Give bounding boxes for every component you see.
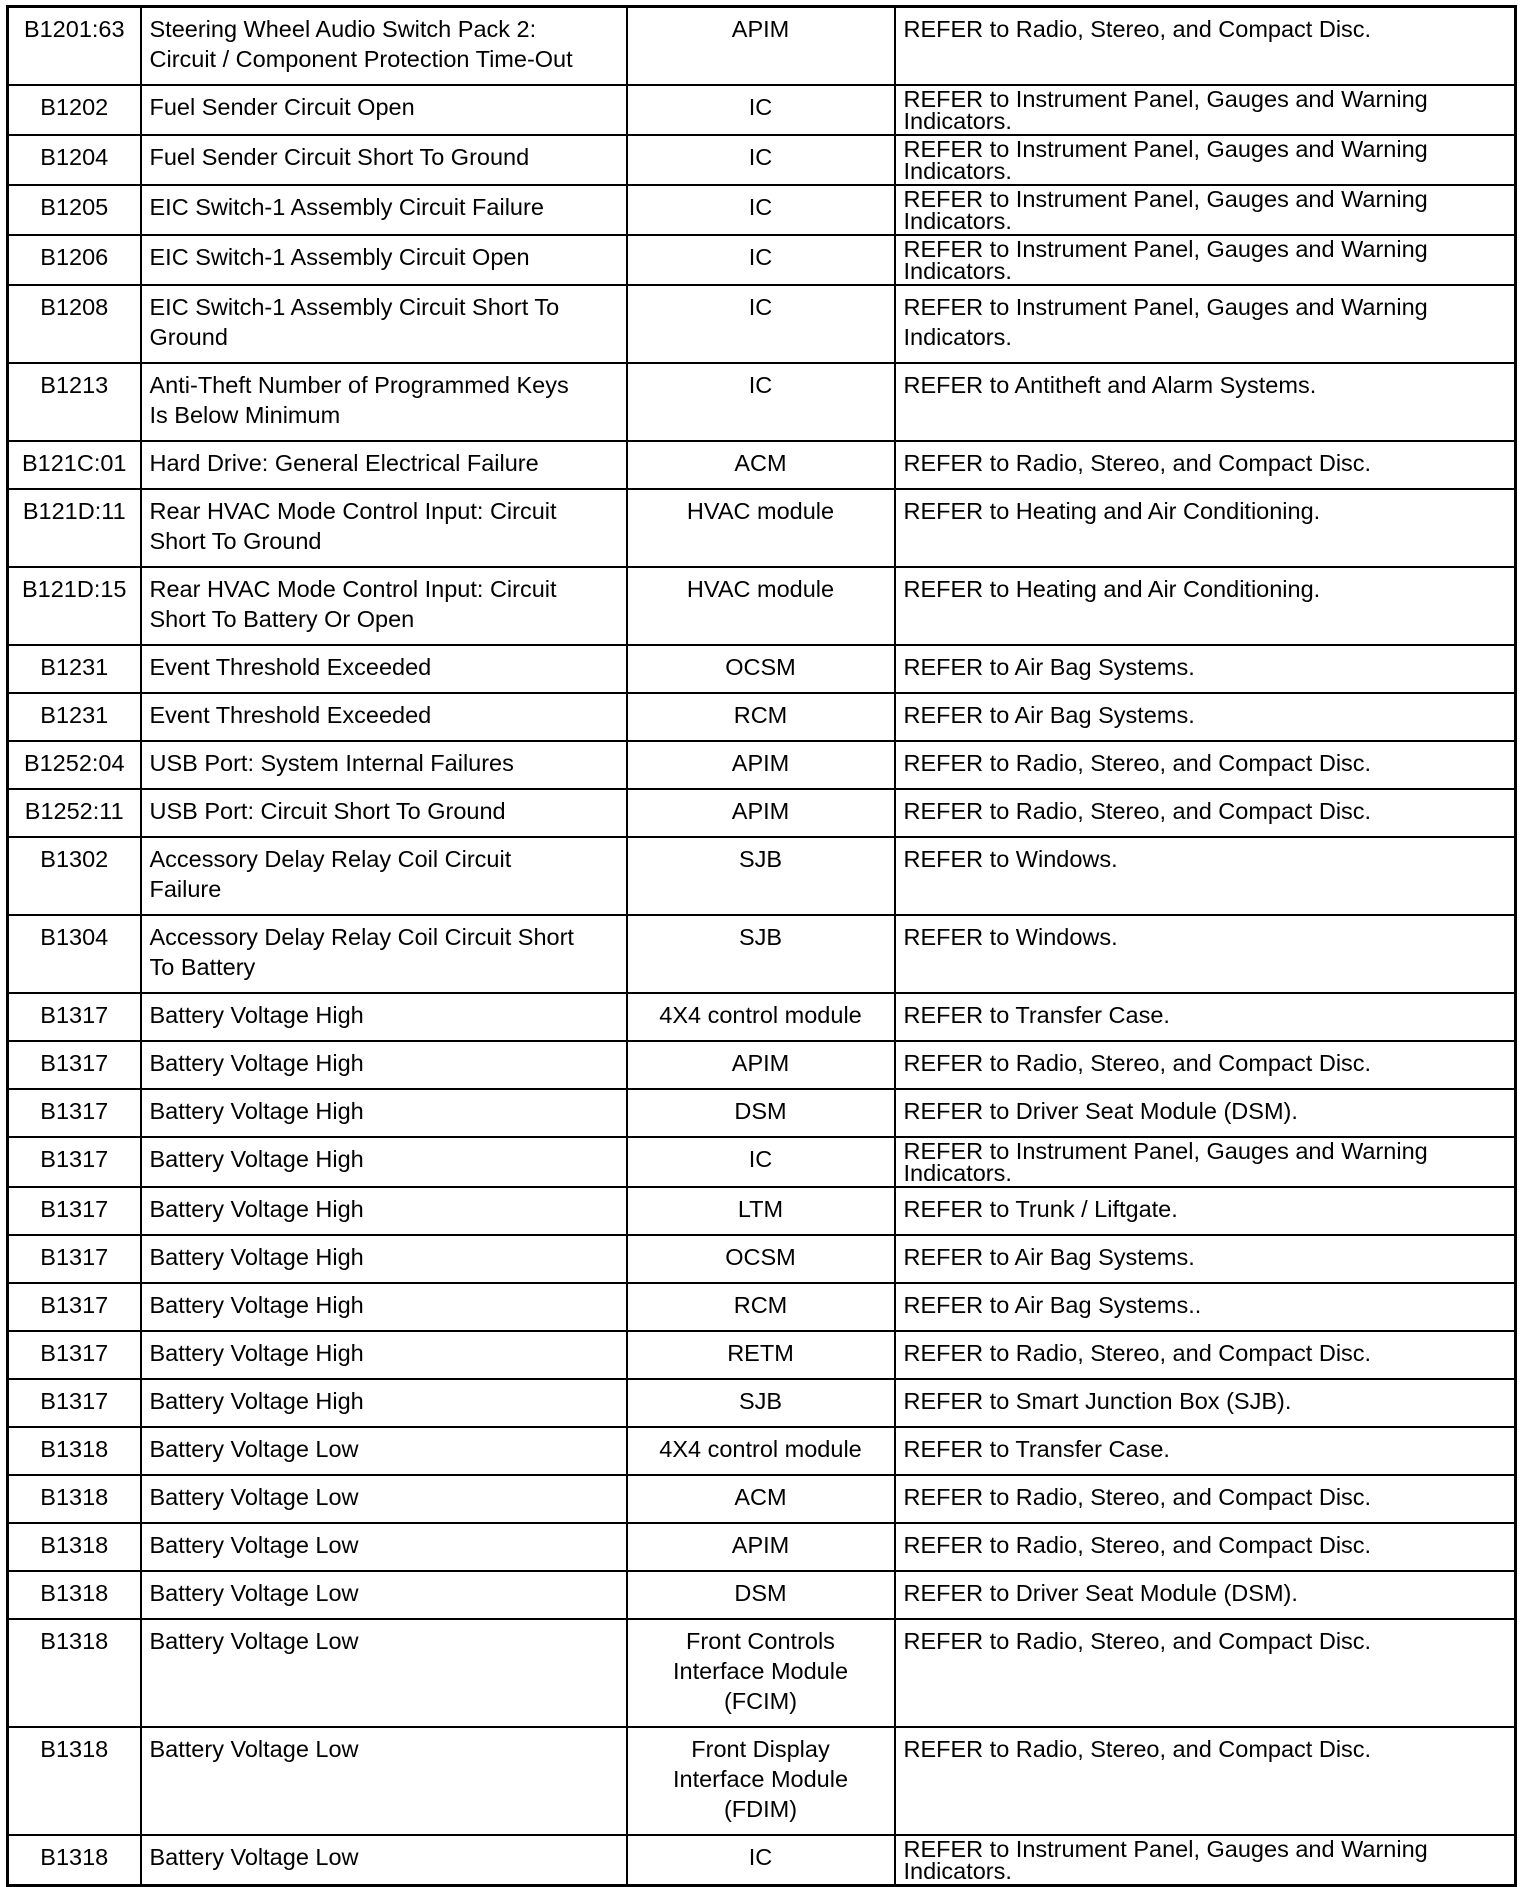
action-cell: REFER to Windows. (895, 837, 1516, 915)
description-cell: Battery Voltage Low (141, 1571, 627, 1619)
table-row (8, 1235, 1516, 1283)
action-cell: REFER to Windows. (895, 915, 1516, 993)
action-cell: REFER to Radio, Stereo, and Compact Disc. (895, 1727, 1516, 1835)
module-cell: OCSM (627, 1235, 895, 1283)
table-row (8, 1089, 1516, 1137)
action-cell: REFER to Instrument Panel, Gauges and Warning Indicators. (895, 235, 1516, 285)
dtc-code-cell: B1318 (8, 1619, 141, 1727)
description-cell: Battery Voltage High (141, 1089, 627, 1137)
module-cell: LTM (627, 1187, 895, 1235)
module-cell: ACM (627, 441, 895, 489)
action-cell: REFER to Radio, Stereo, and Compact Disc. (895, 1475, 1516, 1523)
dtc-code-cell: B1318 (8, 1475, 141, 1523)
table-row (8, 489, 1516, 567)
module-cell: IC (627, 85, 895, 135)
table-row (8, 993, 1516, 1041)
module-cell: Front Display Interface Module (FDIM) (627, 1727, 895, 1835)
description-cell: Battery Voltage Low (141, 1727, 627, 1835)
dtc-code-cell: B1318 (8, 1427, 141, 1475)
action-cell: REFER to Radio, Stereo, and Compact Disc. (895, 1619, 1516, 1727)
dtc-code-cell: B1317 (8, 1331, 141, 1379)
description-cell: Battery Voltage Low (141, 1427, 627, 1475)
table-row (8, 567, 1516, 645)
dtc-code-cell: B1318 (8, 1727, 141, 1835)
table-row (8, 915, 1516, 993)
dtc-code-cell: B1206 (8, 235, 141, 285)
action-cell: REFER to Radio, Stereo, and Compact Disc. (895, 1523, 1516, 1571)
action-cell: REFER to Driver Seat Module (DSM). (895, 1571, 1516, 1619)
table-row (8, 741, 1516, 789)
action-cell: REFER to Antitheft and Alarm Systems. (895, 363, 1516, 441)
module-cell: HVAC module (627, 489, 895, 567)
table-row (8, 789, 1516, 837)
dtc-code-cell: B1317 (8, 1235, 141, 1283)
dtc-code-cell: B1231 (8, 645, 141, 693)
module-cell: IC (627, 235, 895, 285)
table-row (8, 1523, 1516, 1571)
dtc-code-cell: B121D:11 (8, 489, 141, 567)
table-row (8, 135, 1516, 185)
module-cell: OCSM (627, 645, 895, 693)
module-cell: DSM (627, 1571, 895, 1619)
module-cell: 4X4 control module (627, 993, 895, 1041)
module-cell: APIM (627, 789, 895, 837)
module-cell: IC (627, 285, 895, 363)
action-cell: REFER to Instrument Panel, Gauges and Warning Indicators. (895, 135, 1516, 185)
table-row (8, 7, 1516, 86)
table-row (8, 1835, 1516, 1886)
table-row (8, 235, 1516, 285)
table-row (8, 1283, 1516, 1331)
dtc-code-cell: B1302 (8, 837, 141, 915)
dtc-code-cell: B1318 (8, 1571, 141, 1619)
description-cell: Battery Voltage High (141, 1041, 627, 1089)
action-cell: REFER to Air Bag Systems. (895, 1235, 1516, 1283)
dtc-code-cell: B121D:15 (8, 567, 141, 645)
dtc-code-cell: B1317 (8, 993, 141, 1041)
action-cell: REFER to Heating and Air Conditioning. (895, 567, 1516, 645)
description-cell: Battery Voltage Low (141, 1523, 627, 1571)
module-cell: IC (627, 1835, 895, 1886)
description-cell: Anti-Theft Number of Programmed Keys Is Below Minimum (141, 363, 627, 441)
description-cell: Event Threshold Exceeded (141, 693, 627, 741)
dtc-code-cell: B1231 (8, 693, 141, 741)
action-cell: REFER to Transfer Case. (895, 993, 1516, 1041)
description-cell: Battery Voltage High (141, 1331, 627, 1379)
module-cell: IC (627, 363, 895, 441)
table-row (8, 1041, 1516, 1089)
table-row (8, 1427, 1516, 1475)
module-cell: APIM (627, 1523, 895, 1571)
action-cell: REFER to Radio, Stereo, and Compact Disc. (895, 441, 1516, 489)
module-cell: HVAC module (627, 567, 895, 645)
dtc-table-body (8, 7, 1516, 1886)
action-cell: REFER to Instrument Panel, Gauges and Warning Indicators. (895, 285, 1516, 363)
description-cell: Rear HVAC Mode Control Input: Circuit Short To Battery Or Open (141, 567, 627, 645)
table-row (8, 285, 1516, 363)
description-cell: Battery Voltage Low (141, 1835, 627, 1886)
action-cell: REFER to Air Bag Systems. (895, 645, 1516, 693)
module-cell: APIM (627, 741, 895, 789)
dtc-code-cell: B1318 (8, 1835, 141, 1886)
description-cell: EIC Switch-1 Assembly Circuit Short To Ground (141, 285, 627, 363)
description-cell: Event Threshold Exceeded (141, 645, 627, 693)
dtc-table (6, 5, 1517, 1887)
description-cell: Battery Voltage High (141, 1379, 627, 1427)
description-cell: EIC Switch-1 Assembly Circuit Open (141, 235, 627, 285)
description-cell: Battery Voltage High (141, 1137, 627, 1187)
action-cell: REFER to Instrument Panel, Gauges and Warning Indicators. (895, 85, 1516, 135)
table-row (8, 185, 1516, 235)
table-row (8, 1619, 1516, 1727)
module-cell: APIM (627, 1041, 895, 1089)
action-cell: REFER to Smart Junction Box (SJB). (895, 1379, 1516, 1427)
table-row (8, 1379, 1516, 1427)
action-cell: REFER to Driver Seat Module (DSM). (895, 1089, 1516, 1137)
dtc-code-cell: B1202 (8, 85, 141, 135)
module-cell: SJB (627, 1379, 895, 1427)
dtc-code-cell: B1317 (8, 1041, 141, 1089)
table-row (8, 1571, 1516, 1619)
action-cell: REFER to Radio, Stereo, and Compact Disc. (895, 789, 1516, 837)
table-row (8, 1137, 1516, 1187)
module-cell: IC (627, 185, 895, 235)
dtc-code-cell: B1252:04 (8, 741, 141, 789)
table-row (8, 441, 1516, 489)
table-row (8, 1331, 1516, 1379)
module-cell: RCM (627, 1283, 895, 1331)
description-cell: USB Port: System Internal Failures (141, 741, 627, 789)
dtc-code-cell: B1317 (8, 1379, 141, 1427)
table-row (8, 645, 1516, 693)
action-cell: REFER to Radio, Stereo, and Compact Disc. (895, 7, 1516, 86)
action-cell: REFER to Instrument Panel, Gauges and Warning Indicators. (895, 1835, 1516, 1886)
table-row (8, 85, 1516, 135)
action-cell: REFER to Transfer Case. (895, 1427, 1516, 1475)
table-row (8, 693, 1516, 741)
dtc-code-cell: B1205 (8, 185, 141, 235)
description-cell: Battery Voltage High (141, 993, 627, 1041)
description-cell: Battery Voltage Low (141, 1619, 627, 1727)
action-cell: REFER to Radio, Stereo, and Compact Disc. (895, 1331, 1516, 1379)
module-cell: Front Controls Interface Module (FCIM) (627, 1619, 895, 1727)
description-cell: Battery Voltage High (141, 1235, 627, 1283)
description-cell: Steering Wheel Audio Switch Pack 2: Circuit / Component Protection Time-Out (141, 7, 627, 86)
description-cell: Battery Voltage Low (141, 1475, 627, 1523)
action-cell: REFER to Heating and Air Conditioning. (895, 489, 1516, 567)
description-cell: EIC Switch-1 Assembly Circuit Failure (141, 185, 627, 235)
table-row (8, 1187, 1516, 1235)
action-cell: REFER to Trunk / Liftgate. (895, 1187, 1516, 1235)
dtc-code-cell: B1204 (8, 135, 141, 185)
module-cell: ACM (627, 1475, 895, 1523)
description-cell: Hard Drive: General Electrical Failure (141, 441, 627, 489)
module-cell: 4X4 control module (627, 1427, 895, 1475)
dtc-code-cell: B1208 (8, 285, 141, 363)
module-cell: RCM (627, 693, 895, 741)
dtc-code-cell: B1252:11 (8, 789, 141, 837)
dtc-code-cell: B1317 (8, 1089, 141, 1137)
description-cell: USB Port: Circuit Short To Ground (141, 789, 627, 837)
dtc-code-cell: B121C:01 (8, 441, 141, 489)
action-cell: REFER to Instrument Panel, Gauges and Warning Indicators. (895, 1137, 1516, 1187)
module-cell: SJB (627, 915, 895, 993)
description-cell: Battery Voltage High (141, 1283, 627, 1331)
dtc-code-cell: B1317 (8, 1187, 141, 1235)
description-cell: Rear HVAC Mode Control Input: Circuit Short To Ground (141, 489, 627, 567)
module-cell: DSM (627, 1089, 895, 1137)
description-cell: Fuel Sender Circuit Open (141, 85, 627, 135)
action-cell: REFER to Radio, Stereo, and Compact Disc. (895, 1041, 1516, 1089)
dtc-code-cell: B1317 (8, 1137, 141, 1187)
table-row (8, 363, 1516, 441)
module-cell: APIM (627, 7, 895, 86)
table-row (8, 1475, 1516, 1523)
module-cell: IC (627, 1137, 895, 1187)
module-cell: SJB (627, 837, 895, 915)
description-cell: Accessory Delay Relay Coil Circuit Short To Battery (141, 915, 627, 993)
module-cell: RETM (627, 1331, 895, 1379)
description-cell: Fuel Sender Circuit Short To Ground (141, 135, 627, 185)
table-row (8, 1727, 1516, 1835)
description-cell: Battery Voltage High (141, 1187, 627, 1235)
action-cell: REFER to Air Bag Systems. (895, 693, 1516, 741)
action-cell: REFER to Air Bag Systems.. (895, 1283, 1516, 1331)
action-cell: REFER to Radio, Stereo, and Compact Disc. (895, 741, 1516, 789)
action-cell: REFER to Instrument Panel, Gauges and Warning Indicators. (895, 185, 1516, 235)
dtc-code-cell: B1304 (8, 915, 141, 993)
dtc-code-cell: B1213 (8, 363, 141, 441)
dtc-code-cell: B1317 (8, 1283, 141, 1331)
dtc-code-cell: B1318 (8, 1523, 141, 1571)
description-cell: Accessory Delay Relay Coil Circuit Failure (141, 837, 627, 915)
module-cell: IC (627, 135, 895, 185)
dtc-code-cell: B1201:63 (8, 7, 141, 86)
table-row (8, 837, 1516, 915)
